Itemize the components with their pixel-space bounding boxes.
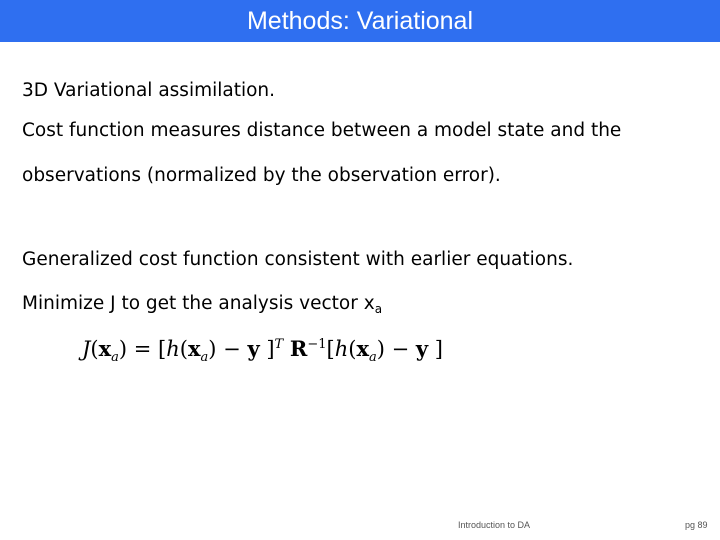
line-cost-function: Cost function measures distance between a model state and the [22,120,622,141]
line-3dvar: 3D Variational assimilation. [22,80,276,101]
cost-function-formula: $J(x_a) = [h(x_a) - y$ ]$^T$ $R^{-1}[h(x_a) - y$ ] [82,336,443,366]
slide-title: Methods: Variational [246,6,474,35]
minimize-text: Minimize J to get the analysis vector x [22,293,375,314]
line-minimize [22,293,382,316]
line-observations: observations (normalized by the observation error). [22,165,501,186]
title-bar [0,0,720,42]
line-generalized: Generalized cost function consistent with earlier equations. [22,249,574,270]
page-number: pg 89 [685,520,708,530]
minimize-subscript: a [374,302,383,316]
footer-title: Introduction to DA [458,520,531,530]
